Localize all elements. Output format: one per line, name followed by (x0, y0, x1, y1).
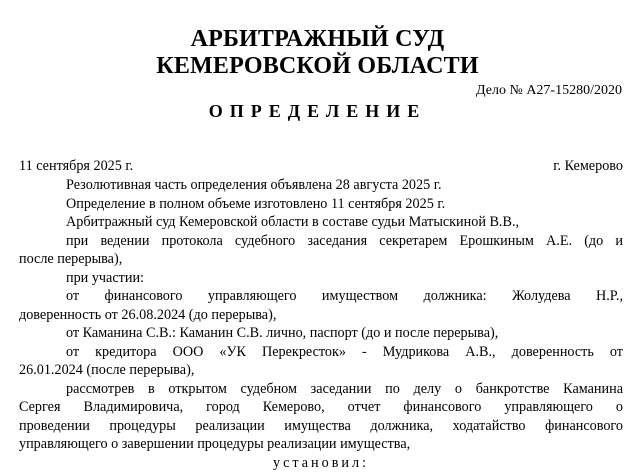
body-line: при участии: (66, 270, 144, 286)
body-line: управляющего о завершении процедуры реализации имущества, (19, 436, 411, 452)
court-name-line1: АРБИТРАЖНЫЙ СУД (190, 26, 445, 52)
document-date: 11 сентября 2025 г. (19, 158, 134, 174)
ruling-heading: установил: (272, 455, 370, 471)
body-line: Арбитражный суд Кемеровской области в составе судьи Матыскиной В.В., (66, 214, 520, 230)
body-line: Определение в полном объеме изготовлено 11 сентября 2025 г. (66, 196, 446, 212)
document-type-title: ОПРЕДЕЛЕНИЕ (208, 101, 427, 121)
body-line: Резолютивная часть определения объявлена 28 августа 2025 г. (66, 177, 442, 193)
body-line: от кредитора ООО «УК Перекресток» - Мудрикова А.В., доверенность от (66, 344, 623, 360)
body-line: проведении процедуры реализации имущества должника, ходатайство финансового (19, 418, 623, 434)
date-city-line (19, 157, 623, 175)
body-line: 26.01.2024 (после перерыва), (19, 362, 195, 378)
case-number: Дело № А27-15280/2020 (476, 83, 622, 98)
body-line: доверенность от 26.08.2024 (до перерыва), (19, 307, 277, 323)
body-line: от финансового управляющего имуществом должника: Жолудева Н.Р., (66, 288, 623, 304)
body-line: от Каманина С.В.: Каманин С.В. лично, паспорт (до и после перерыва), (66, 325, 499, 341)
body-line: после перерыва), (19, 251, 123, 267)
body-line: рассмотрев в открытом судебном заседании по делу о банкротстве Каманина (66, 381, 623, 397)
document-city: г. Кемерово (553, 158, 623, 174)
body-line: при ведении протокола судебного заседания секретарем Ерошкиным А.Е. (до и (66, 233, 623, 249)
body-line: Сергея Владимировича, город Кемерово, отчет финансового управляющего о (19, 399, 623, 415)
court-name-line2: КЕМЕРОВСКОЙ ОБЛАСТИ (156, 53, 479, 79)
